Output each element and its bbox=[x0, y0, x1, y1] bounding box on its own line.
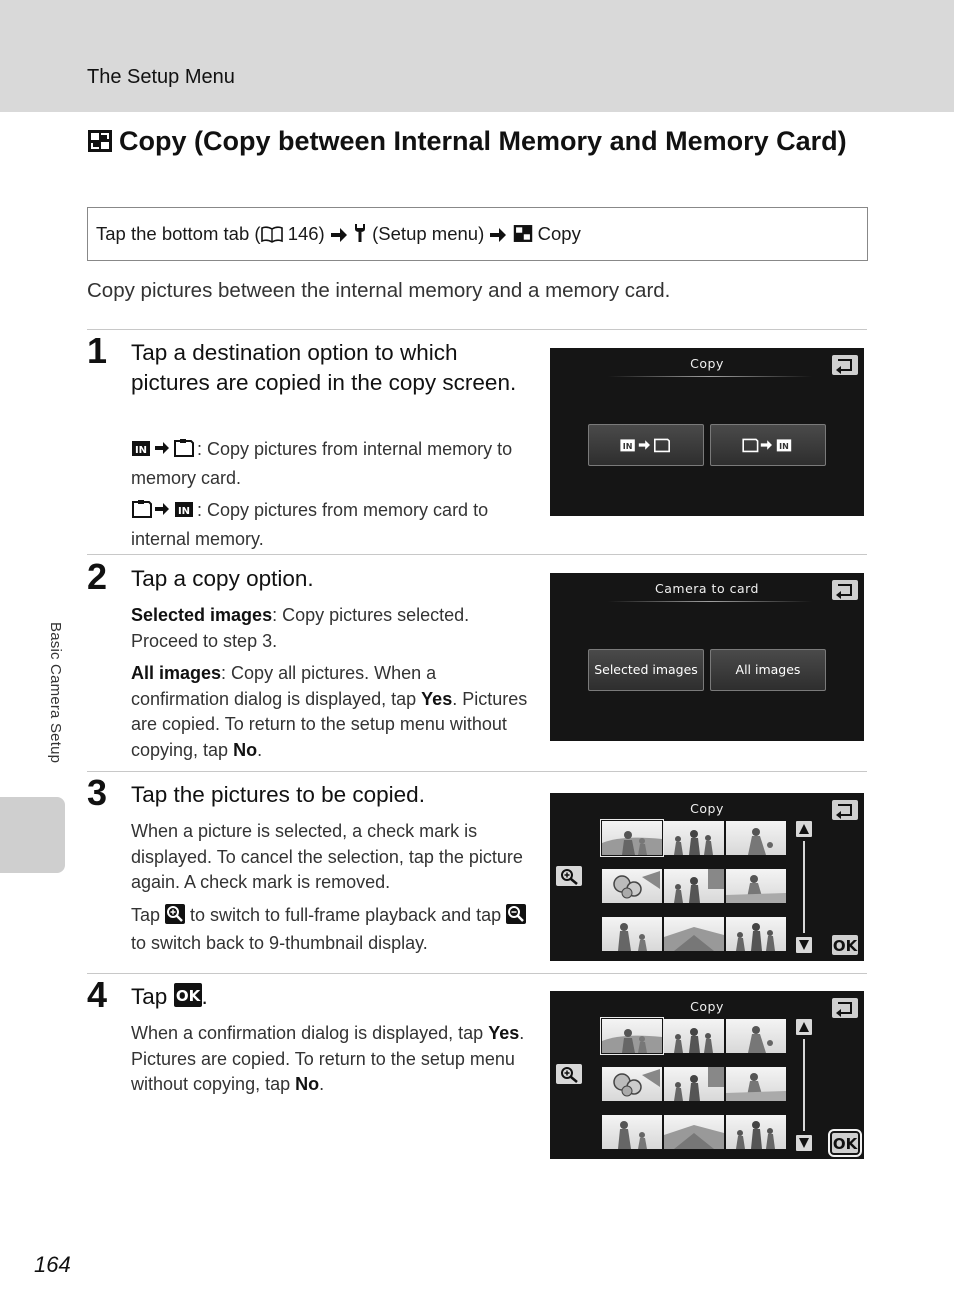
internal-to-card-button[interactable] bbox=[588, 424, 704, 466]
card-to-internal-icon bbox=[131, 499, 197, 527]
page-number: 164 bbox=[34, 1252, 71, 1277]
scroll-up-button[interactable] bbox=[796, 1019, 812, 1035]
thumbnail[interactable] bbox=[602, 821, 662, 855]
page-title bbox=[87, 124, 877, 159]
screen-title: Copy bbox=[690, 356, 724, 371]
step-heading: Tap OK . bbox=[131, 982, 531, 1015]
step-body: IN : Copy pictures from internal memory to memory card. IN : Copy pictures from memory card to internal memory. bbox=[131, 439, 513, 549]
thumbnail[interactable] bbox=[726, 821, 786, 855]
svg-text:OK: OK bbox=[175, 987, 200, 1005]
step-number: 4 bbox=[87, 974, 108, 1015]
ok-button[interactable] bbox=[832, 935, 858, 955]
zoom-out-icon bbox=[506, 904, 526, 932]
thumbnail[interactable] bbox=[602, 869, 662, 903]
screen-title: Copy bbox=[690, 801, 724, 816]
divider bbox=[87, 329, 867, 330]
thumbnail[interactable] bbox=[602, 1067, 662, 1101]
divider bbox=[87, 771, 867, 772]
scrollbar[interactable] bbox=[803, 1039, 805, 1131]
intro-text: Copy pictures between the internal memory and a memory card. bbox=[87, 279, 671, 302]
selected-images-button[interactable]: Selected images bbox=[588, 649, 704, 691]
thumbnail[interactable] bbox=[664, 917, 724, 951]
step-body: Selected images: Copy pictures selected. Proceed to step 3. All images: Copy all pictures. When a confirmation dialog is displayed, tap Yes. Pictures are copied. To return to the setup menu without copying, tap No. bbox=[131, 605, 528, 760]
thumbnail[interactable] bbox=[664, 1115, 724, 1149]
svg-text:IN: IN bbox=[622, 442, 633, 451]
thumbnail[interactable] bbox=[664, 1019, 724, 1053]
header-band bbox=[0, 0, 954, 112]
camera-screen-thumbnails-ok bbox=[550, 991, 864, 1159]
all-images-button[interactable]: All images bbox=[710, 649, 826, 691]
step-number: 3 bbox=[87, 772, 108, 813]
svg-text:OK: OK bbox=[832, 937, 858, 955]
step-heading: Tap a copy option. bbox=[131, 566, 314, 591]
navigation-path: Tap the bottom tab ( 146) (Setup menu) Copy bbox=[87, 207, 868, 261]
thumbnail[interactable] bbox=[664, 1067, 724, 1101]
page-title-text: Copy (Copy between Internal Memory and Memory Card) bbox=[119, 126, 847, 156]
divider bbox=[87, 973, 867, 974]
side-section-label: Basic Camera Setup bbox=[47, 622, 64, 764]
zoom-in-icon[interactable] bbox=[556, 1064, 582, 1084]
step-body: When a picture is selected, a check mark is displayed. To cancel the selection, tap the picture again. A check mark is removed. Tap to switch to full-frame playback and tap to switch back to 9-thumbnail display. bbox=[131, 819, 531, 964]
zoom-in-icon bbox=[165, 904, 185, 932]
screen-title: Copy bbox=[690, 999, 724, 1014]
thumbnail[interactable] bbox=[726, 917, 786, 951]
thumbnail[interactable] bbox=[726, 1067, 786, 1101]
thumbnail[interactable] bbox=[726, 869, 786, 903]
divider bbox=[87, 554, 867, 555]
svg-text:IN: IN bbox=[779, 442, 789, 451]
thumbnail-grid bbox=[602, 819, 788, 957]
copy-menu-icon bbox=[513, 211, 533, 263]
step-heading: Tap the pictures to be copied. bbox=[131, 782, 425, 807]
back-icon[interactable] bbox=[832, 580, 858, 600]
arrow-right-icon bbox=[330, 211, 348, 263]
back-icon[interactable] bbox=[832, 998, 858, 1018]
svg-text:OK: OK bbox=[832, 1135, 858, 1153]
thumbnail[interactable] bbox=[664, 869, 724, 903]
card-to-internal-button[interactable] bbox=[710, 424, 826, 466]
book-icon bbox=[261, 211, 283, 263]
scroll-down-button[interactable] bbox=[796, 1135, 812, 1151]
side-tab bbox=[0, 797, 65, 873]
camera-screen-camera-to-card bbox=[550, 573, 864, 741]
thumbnail[interactable] bbox=[726, 1019, 786, 1053]
zoom-in-icon[interactable] bbox=[556, 866, 582, 886]
back-icon[interactable] bbox=[832, 355, 858, 375]
screen-title: Camera to card bbox=[655, 581, 759, 596]
scrollbar[interactable] bbox=[803, 841, 805, 933]
thumbnail[interactable] bbox=[726, 1115, 786, 1149]
camera-screen-copy bbox=[550, 348, 864, 516]
wrench-icon bbox=[353, 211, 367, 263]
back-icon[interactable] bbox=[832, 800, 858, 820]
thumbnail[interactable] bbox=[602, 1019, 662, 1053]
arrow-right-icon bbox=[489, 211, 507, 263]
scroll-up-button[interactable] bbox=[796, 821, 812, 837]
svg-text:IN: IN bbox=[177, 506, 191, 517]
camera-screen-thumbnails bbox=[550, 793, 864, 961]
step-number: 1 bbox=[87, 330, 108, 371]
thumbnail[interactable] bbox=[602, 917, 662, 951]
copy-menu-icon bbox=[87, 127, 113, 151]
ok-icon bbox=[174, 983, 202, 1015]
svg-text:IN: IN bbox=[134, 445, 148, 456]
step-heading: Tap a destination option to which pictures are copied in the copy screen. bbox=[131, 340, 517, 395]
step-number: 2 bbox=[87, 556, 108, 597]
card-to-internal-icon bbox=[740, 437, 796, 453]
section-title: The Setup Menu bbox=[87, 66, 235, 88]
step-body: When a confirmation dialog is displayed, tap Yes. Pictures are copied. To return to the setup menu without copying, tap No. bbox=[131, 1023, 525, 1094]
scroll-down-button[interactable] bbox=[796, 937, 812, 953]
thumbnail-grid bbox=[602, 1017, 788, 1155]
thumbnail[interactable] bbox=[602, 1115, 662, 1149]
thumbnail[interactable] bbox=[664, 821, 724, 855]
ok-button[interactable] bbox=[832, 1133, 858, 1153]
internal-to-card-icon bbox=[131, 438, 197, 466]
internal-to-card-icon bbox=[618, 437, 674, 453]
